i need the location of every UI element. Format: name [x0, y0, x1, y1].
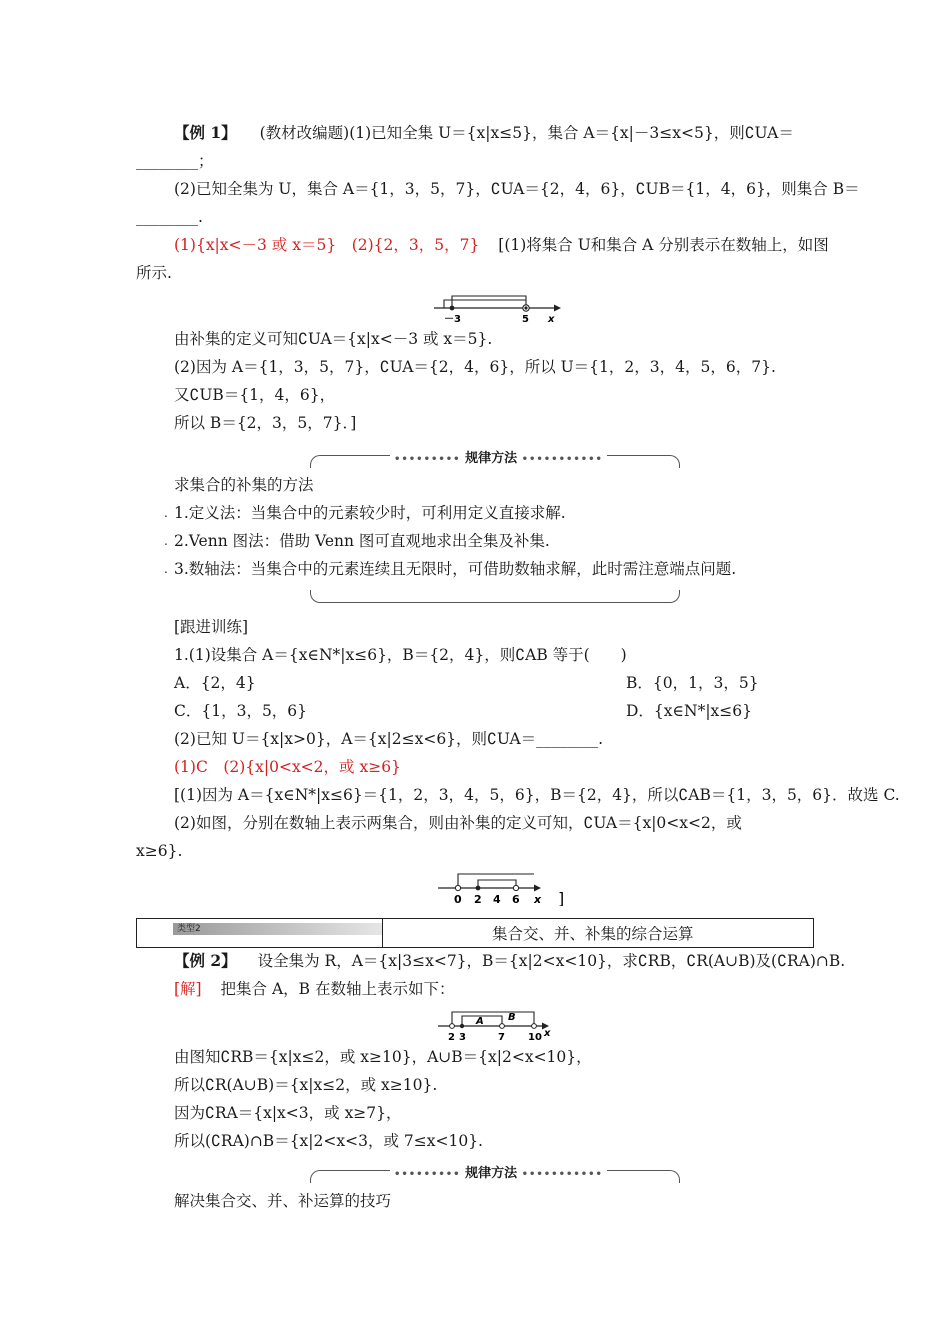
section-type-2-bar — [136, 918, 814, 948]
bullet-dot: . — [164, 562, 168, 576]
example-1-step-4: 所以 B＝{2，3，5，7}．] — [174, 414, 357, 432]
axis-tick-5: 5 — [522, 314, 529, 324]
option-b: B．{0，1，3，5} — [626, 674, 759, 692]
solution-label: [解] — [174, 980, 202, 998]
method-item-3: 3.数轴法：当集合中的元素连续且无限时，可借助数轴求解，此时需注意端点问题. — [174, 560, 737, 578]
example-1-step-1: 由补集的定义可知∁UA＝{x|x<－3 或 x＝5}. — [174, 330, 493, 348]
example-2-question-line — [174, 950, 845, 972]
practice-question-1: 1.(1)设集合 A＝{x∈N*|x≤6}，B＝{2，4}，则∁AB 等于( ) — [174, 646, 627, 664]
method-box-title: ••••••••• 规律方法 ••••••••••• — [390, 447, 607, 466]
option-d: D．{x∈N*|x≤6} — [626, 702, 752, 720]
example-2-step-1: 由图知∁RB＝{x|x≤2，或 x≥10}，A∪B＝{x|2<x<10}， — [174, 1048, 592, 1066]
method-box-bottom-border — [310, 590, 680, 603]
axis-tick-0: 0 — [454, 893, 462, 906]
example-2-question: 设全集为 R，A＝{x|3≤x<7}，B＝{x|2<x<10}，求∁RB，∁R(A∪B)及(∁RA)∩B. — [257, 952, 846, 970]
practice-options-row-2 — [174, 700, 752, 722]
method-intro: 求集合的补集的方法 — [174, 476, 314, 494]
option-a: A．{2，4} — [174, 674, 256, 692]
example-2-step-4: 所以(∁RA)∩B＝{x|2<x<3，或 7≤x<10}. — [174, 1132, 483, 1150]
axis-label-x: x — [548, 314, 555, 324]
number-line-figure-3 — [434, 1006, 564, 1042]
option-c: C．{1，3，5，6} — [174, 702, 308, 720]
example-1-answer: (1){x|x<－3 或 x＝5} (2){2，3，5，7} — [174, 236, 480, 254]
method-title-text: 规律方法 — [465, 451, 518, 466]
axis-label-x: x — [544, 1028, 551, 1039]
example-1-blank-1: ________； — [136, 152, 214, 170]
practice-solution-2: (2)如图，分别在数轴上表示两集合，则由补集的定义可知，∁UA＝{x|0<x<2，或 — [174, 814, 742, 832]
method-item-1: 1.定义法：当集合中的元素较少时，可利用定义直接求解. — [174, 504, 566, 522]
practice-solution-3: x≥6}. — [136, 842, 183, 860]
example-1-question-line — [174, 122, 794, 144]
number-line-figure-1 — [430, 292, 570, 324]
axis-label-x: x — [534, 893, 542, 906]
example-2-step-3: 因为∁RA＝{x|x<3，或 x≥7}， — [174, 1104, 402, 1122]
practice-solution-1: [(1)因为 A＝{x∈N*|x≤6}＝{1，2，3，4，5，6}，B＝{2，4}，所以∁AB＝{1，3，5，6}．故选 C. — [174, 786, 900, 804]
set-label-b: B — [508, 1012, 516, 1023]
practice-answer: (1)C (2){x|0<x<2，或 x≥6} — [174, 758, 401, 776]
axis-tick-10: 10 — [528, 1032, 542, 1042]
example-2-step-0: 把集合 A，B 在数轴上表示如下： — [220, 980, 455, 998]
axis-tick-6: 6 — [512, 893, 520, 906]
example-1-answer-line — [174, 234, 829, 256]
example-1-header: 【例 1】 — [174, 123, 237, 142]
number-line-figure-2 — [434, 866, 574, 906]
example-1-step-2: (2)因为 A＝{1，3，5，7}，∁UA＝{2，4，6}，所以 U＝{1，2，3，4，5，6，7}. — [174, 358, 776, 376]
axis-tick-2: 2 — [474, 893, 482, 906]
practice-question-2: (2)已知 U＝{x|x>0}，A＝{x|2≤x<6}，则∁UA＝________. — [174, 730, 604, 748]
section-title: 集合交、并、补集的综合运算 — [492, 925, 694, 943]
example-1-solution-start: [(1)将集合 U和集合 A 分别表示在数轴上，如图 — [498, 236, 829, 254]
axis-tick-neg3: －3 — [444, 314, 461, 324]
closing-bracket: ] — [558, 889, 565, 906]
example-1-solution-cont: 所示. — [136, 264, 172, 282]
example-1-step-3: 又∁UB＝{1，4，6}， — [174, 386, 336, 404]
practice-header: [跟进训练] — [174, 618, 249, 636]
example-2-header: 【例 2】 — [174, 951, 237, 970]
set-label-a: A — [476, 1016, 484, 1027]
axis-tick-2: 2 — [448, 1032, 455, 1042]
example-1-blank-2: ________. — [136, 208, 203, 226]
section-divider — [382, 919, 383, 947]
example-2-solution-start — [174, 978, 455, 1000]
example-1-question-2: (2)已知全集为 U，集合 A＝{1，3，5，7}，∁UA＝{2，4，6}，∁UB＝{1，4，6}，则集合 B＝ — [174, 180, 860, 198]
example-1-question: (教材改编题)(1)已知全集 U＝{x|x≤5}，集合 A＝{x|－3≤x<5}，则∁UA＝ — [259, 124, 794, 142]
section-type-tag: 类型2 — [173, 923, 383, 935]
bullet-dot: . — [164, 534, 168, 548]
practice-options-row-1 — [174, 672, 759, 694]
axis-tick-7: 7 — [498, 1032, 505, 1042]
example-2-step-2: 所以∁R(A∪B)＝{x|x≤2，或 x≥10}. — [174, 1076, 438, 1094]
bullet-dot: . — [164, 506, 168, 520]
method-box-2-title: ••••••••• 规律方法 ••••••••••• — [390, 1162, 607, 1181]
method-item-2: 2.Venn 图法：借助 Venn 图可直观地求出全集及补集. — [174, 532, 550, 550]
axis-tick-4: 4 — [493, 893, 501, 906]
method-2-intro: 解决集合交、并、补运算的技巧 — [174, 1192, 392, 1210]
axis-tick-3: 3 — [459, 1032, 466, 1042]
method-2-title-text: 规律方法 — [465, 1166, 518, 1181]
